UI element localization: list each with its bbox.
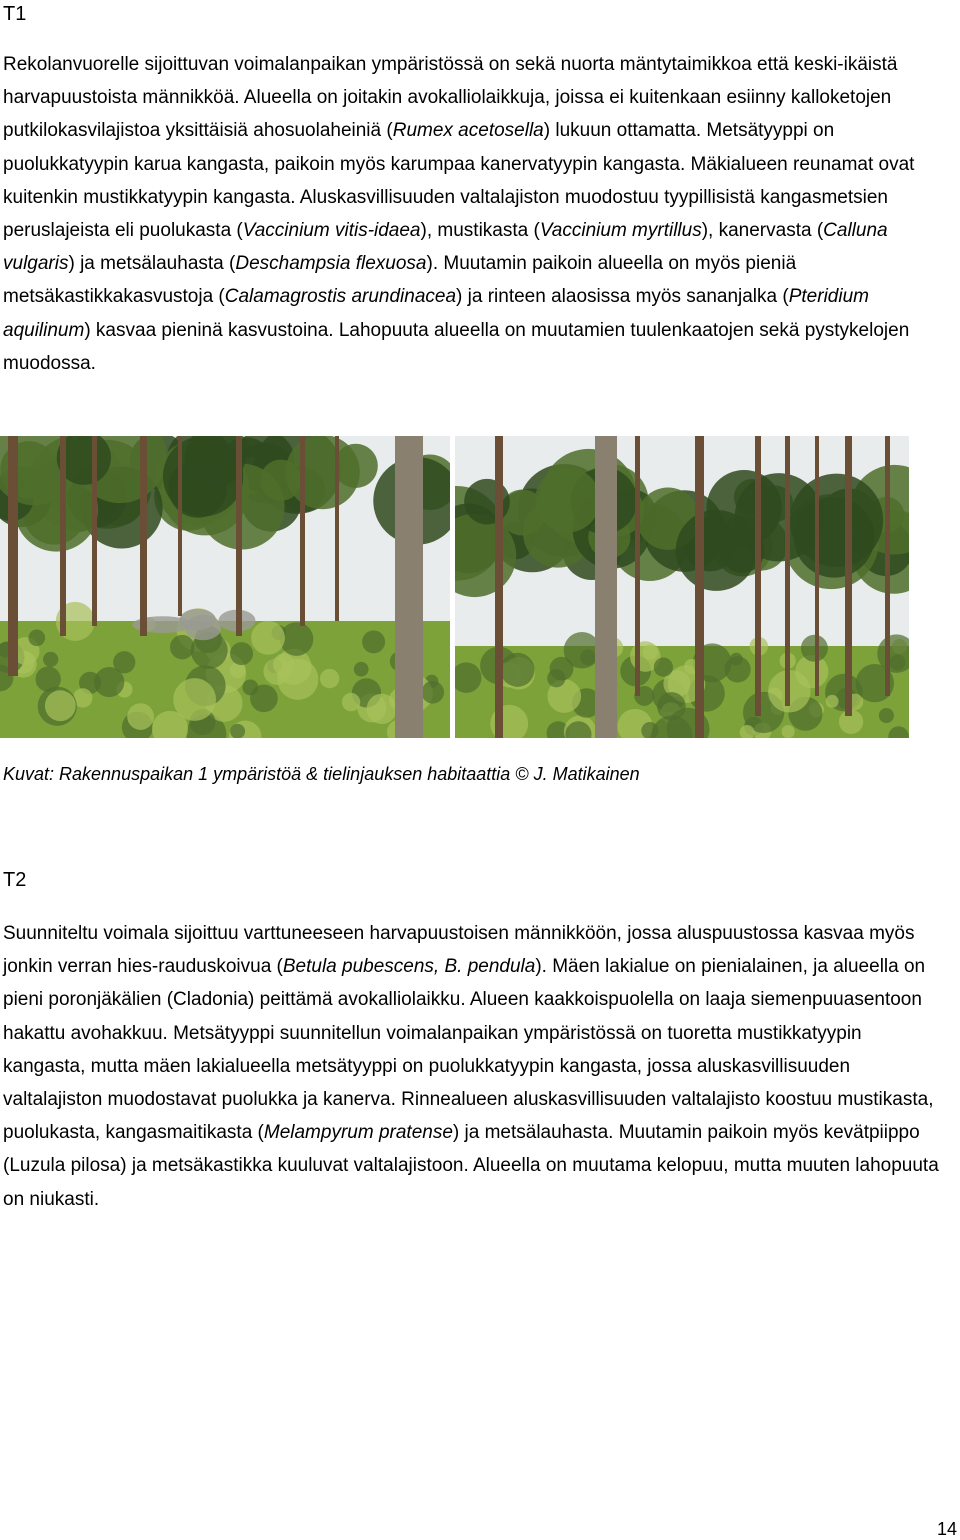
text-run: ) ja metsälauhasta. Muutamin paikoin myös kevätpiippo (Luzula pilosa) ja metsäkastikka kuuluvat valtalajistoon. Alueella on muutama kelopuu, mutta muuten lahopuuta on niukasti. — [3, 1122, 939, 1210]
photo-undergrowth — [500, 653, 534, 687]
text-run-italic: Vaccinium myrtillus — [539, 220, 702, 242]
text-run-italic: Deschampsia flexuosa — [235, 253, 427, 275]
text-run-italic: Rumex acetosella — [392, 120, 544, 142]
photo-undergrowth — [127, 703, 154, 730]
photo-undergrowth — [643, 645, 658, 660]
photo-tree-trunk — [635, 436, 640, 696]
photo-tree-trunk — [495, 436, 503, 738]
photo-undergrowth — [421, 681, 444, 704]
photo-undergrowth — [250, 684, 278, 712]
photo-undergrowth — [35, 666, 60, 691]
photo-canopy-blob — [676, 510, 757, 591]
text-run-italic: Calamagrostis arundinacea — [224, 286, 457, 308]
text-run: ), kanervasta ( — [701, 220, 824, 242]
photo-undergrowth — [889, 654, 905, 670]
photo-undergrowth — [320, 669, 339, 688]
page-number: 14 — [936, 1519, 957, 1539]
photo-canopy-blob — [285, 436, 359, 509]
photo-tree-trunk — [595, 436, 617, 738]
photo-undergrowth — [45, 690, 76, 721]
text-run: ), mustikasta ( — [420, 220, 540, 242]
photo-undergrowth — [43, 652, 58, 667]
photo-tree-trunk — [178, 436, 182, 616]
photo-undergrowth — [251, 621, 285, 655]
photo-tree-trunk — [785, 436, 790, 706]
text-run: ) ja rinteen alaosissa myös sananjalka ( — [456, 286, 789, 308]
section-heading-t1: T1 — [3, 3, 27, 25]
photo-tree-trunk — [335, 436, 339, 621]
photo-undergrowth — [354, 662, 369, 677]
text-run: ) ja metsälauhasta ( — [68, 253, 236, 275]
forest-photo-right-image — [455, 436, 909, 738]
photo-undergrowth — [826, 695, 839, 708]
photo-tree-trunk — [300, 436, 305, 626]
photo-undergrowth — [170, 635, 194, 659]
text-run: ). Muutamin paikoin alueella on myös pieniä metsäkastikkakasvustoja ( — [3, 253, 797, 308]
photo-canopy-blob — [535, 467, 600, 532]
photo-tree-trunk — [8, 436, 18, 676]
photo-undergrowth — [362, 630, 385, 653]
photo-tree-trunk — [60, 436, 66, 636]
text-run-italic: Vaccinium vitis-idaea — [242, 220, 421, 242]
text-run-italic: Pteridium aquilinum — [3, 286, 869, 341]
forest-photo-left — [0, 436, 450, 738]
photo-tree-trunk — [92, 436, 97, 626]
section-heading-t2: T2 — [3, 869, 27, 891]
photo-canopy-blob — [464, 479, 510, 525]
photo-undergrowth — [654, 658, 673, 677]
photo-undergrowth — [173, 678, 216, 721]
photo-tree-trunk — [755, 436, 761, 716]
photo-undergrowth — [547, 669, 565, 687]
photo-undergrowth — [730, 653, 743, 666]
forest-photo-left-image — [0, 436, 450, 738]
section-paragraph-t2 — [3, 917, 948, 1216]
photo-undergrowth — [94, 667, 124, 697]
forest-photo-right — [455, 436, 909, 738]
photo-undergrowth — [657, 692, 686, 721]
photo-undergrowth — [801, 635, 828, 662]
text-run: Suunniteltu voimala sijoittuu varttuneeseen harvapuustoisen männikköön, jossa aluspuustossa kasvaa myös jonkin verran hies-rauduskoivua ( — [3, 923, 915, 978]
text-run: ) kasvaa pieninä kasvustoina. Lahopuuta alueella on muutamien tuulenkaatojen sekä pystykelojen muodossa. — [3, 319, 910, 374]
photo-canopy-blob — [168, 459, 227, 518]
section-paragraph-t1 — [3, 48, 948, 380]
text-run-italic: Betula pubescens, B. pendula — [282, 956, 536, 978]
photo-undergrowth — [879, 708, 894, 723]
photo-tree-trunk — [140, 436, 147, 636]
text-run: Rekolanvuorelle sijoittuvan voimalanpaikan ympäristössä on sekä nuorta mäntytaimikkoa että keski-ikäistä harvapuustoista männikköä. Alueella on joitakin avokalliolaikkuja, joissa ei kuitenkaan esiinny kalloketojen putkilokasvilajistoa yksittäisiä ahosuolaheiniä ( — [3, 54, 898, 142]
photo-undergrowth — [263, 658, 290, 685]
photo-undergrowth — [230, 642, 253, 665]
photo-tree-trunk — [236, 436, 242, 636]
photo-tree-trunk — [695, 436, 704, 738]
photo-tree-trunk — [845, 436, 852, 716]
photo-tree-trunk — [885, 436, 890, 696]
photo-rock — [185, 615, 222, 640]
photo-tree-trunk — [815, 436, 819, 696]
photo-undergrowth — [342, 693, 360, 711]
text-run-italic: Calluna vulgaris — [3, 220, 888, 275]
text-run-italic: Melampyrum pratense — [263, 1122, 453, 1144]
photo-undergrowth — [28, 629, 45, 646]
text-run: ) lukuun ottamatta. Metsätyyppi on puolukkatyypin karua kangasta, paikoin myös karumpaa kanervatyypin kangasta. Mäkialueen reunamat ovat kuitenkin mustikkatyypin kangasta. Aluskasvillisuuden valtalajiston muodostuu tyypillisistä kangasmetsien peruslajeista eli puolukasta ( — [3, 120, 915, 242]
photo-undergrowth — [782, 725, 795, 738]
photo-tree-trunk — [395, 436, 423, 738]
text-run: ). Mäen lakialue on pienialainen, ja alueella on pieni poronjäkälien (Cladonia) peittämä avokalliolaikku. Alueen kaakkoispuolella on laaja siemenpuuasentoon hakattu avohakkuu. Metsätyyppi suunnitellun voimalanpaikan ympäristössä on tuoretta mustikkatyypin kangasta, mutta mäen lakialueella metsätyyppi on puolukkatyypin kangasta, jossa aluskasvillisuuden valtalajiston muodostavat puolukka ja kanerva. Rinnealueen aluskasvillisuuden valtalajisto koostuu mustikasta, puolukasta, kangasmaitikasta ( — [3, 956, 934, 1144]
photo-caption: Kuvat: Rakennuspaikan 1 ympäristöä & tielinjauksen habitaattia © J. Matikainen — [3, 764, 640, 784]
